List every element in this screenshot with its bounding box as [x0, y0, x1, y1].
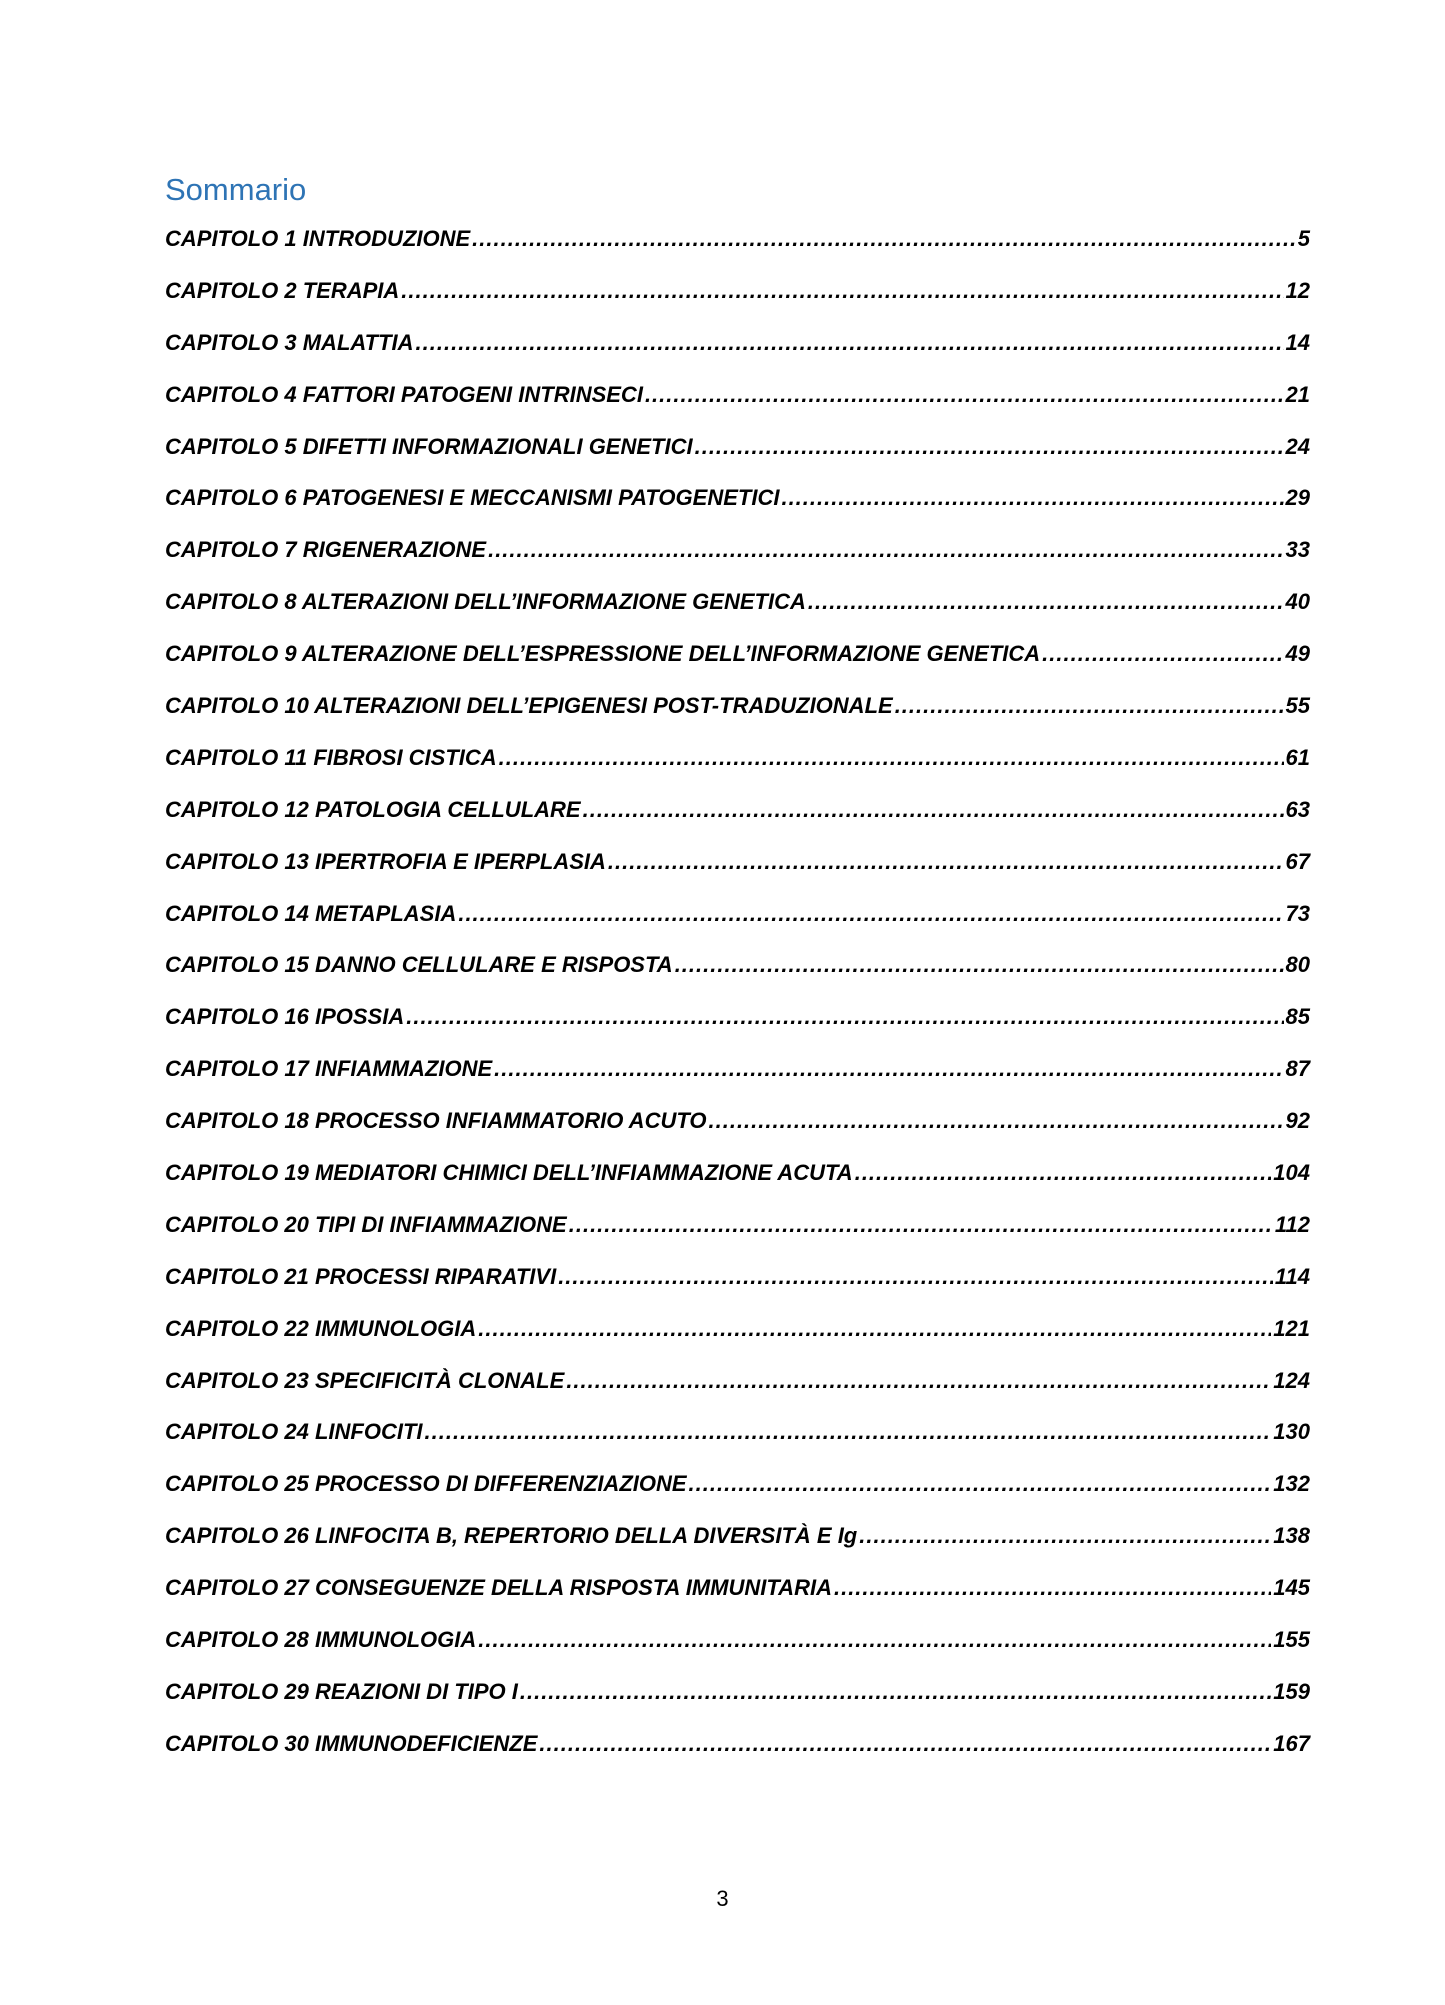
toc-entry-page: 55: [1285, 693, 1310, 719]
toc-entry-page: 87: [1285, 1056, 1310, 1082]
toc-entry-label: CAPITOLO 14 METAPLASIA: [165, 900, 457, 926]
toc-entry[interactable]: [165, 1731, 1310, 1783]
toc-dot-leader: [401, 278, 1283, 304]
toc-entry[interactable]: [165, 693, 1310, 745]
toc-entry-label: CAPITOLO 27 CONSEGUENZE DELLA RISPOSTA IMMUNITARIA: [165, 1575, 832, 1601]
toc-entry[interactable]: [165, 1627, 1310, 1679]
toc-dot-leader: [895, 693, 1284, 719]
toc-entry-page: 138: [1273, 1523, 1310, 1549]
toc-entry-label: CAPITOLO 17 INFIAMMAZIONE: [165, 1056, 493, 1082]
toc-entry-label: CAPITOLO 4 FATTORI PATOGENI INTRINSECI: [165, 381, 643, 407]
toc-entry-page: 167: [1273, 1730, 1310, 1756]
toc-dot-leader: [566, 1368, 1271, 1394]
toc-entry-label: CAPITOLO 3 MALATTIA: [165, 329, 414, 355]
toc-entry-label: CAPITOLO 25 PROCESSO DI DIFFERENZIAZIONE: [165, 1471, 687, 1497]
toc-entry-page: 132: [1273, 1471, 1310, 1497]
toc-dot-leader: [499, 745, 1284, 771]
toc-entry-label: CAPITOLO 24 LINFOCITI: [165, 1419, 423, 1445]
toc-entry-label: CAPITOLO 20 TIPI DI INFIAMMAZIONE: [165, 1211, 567, 1237]
toc-entry[interactable]: [165, 745, 1310, 797]
toc-entry-page: 124: [1273, 1367, 1310, 1393]
toc-dot-leader: [855, 1160, 1272, 1186]
toc-entry-label: CAPITOLO 18 PROCESSO INFIAMMATORIO ACUTO: [165, 1108, 707, 1134]
toc-entry[interactable]: [165, 434, 1310, 486]
toc-entry-page: 85: [1285, 1004, 1310, 1030]
toc-dot-leader: [695, 434, 1284, 460]
toc-entry-label: CAPITOLO 8 ALTERAZIONI DELL’INFORMAZIONE GENETICA: [165, 589, 806, 615]
toc-entry-label: CAPITOLO 10 ALTERAZIONI DELL’EPIGENESI POST-TRADUZIONALE: [165, 693, 893, 719]
toc-entry[interactable]: [165, 1471, 1310, 1523]
toc-entry[interactable]: [165, 330, 1310, 382]
toc-list: [165, 226, 1310, 1783]
toc-entry-label: CAPITOLO 6 PATOGENESI E MECCANISMI PATOGENETICI: [165, 485, 780, 511]
toc-entry-page: 145: [1273, 1575, 1310, 1601]
toc-entry-page: 24: [1285, 433, 1310, 459]
toc-entry-label: CAPITOLO 13 IPERTROFIA E IPERPLASIA: [165, 848, 606, 874]
toc-dot-leader: [1042, 641, 1283, 667]
toc-dot-leader: [834, 1575, 1271, 1601]
toc-entry-label: CAPITOLO 2 TERAPIA: [165, 277, 400, 303]
toc-entry[interactable]: [165, 589, 1310, 641]
toc-dot-leader: [645, 382, 1284, 408]
toc-entry[interactable]: [165, 1160, 1310, 1212]
toc-title: Sommario: [165, 172, 307, 207]
toc-entry-page: 29: [1285, 485, 1310, 511]
toc-entry-page: 114: [1274, 1263, 1310, 1289]
toc-entry-label: CAPITOLO 30 IMMUNODEFICIENZE: [165, 1730, 538, 1756]
toc-dot-leader: [781, 485, 1283, 511]
toc-entry[interactable]: [165, 952, 1310, 1004]
toc-dot-leader: [494, 1056, 1283, 1082]
toc-dot-leader: [472, 226, 1296, 252]
toc-entry-page: 92: [1285, 1108, 1310, 1134]
toc-entry-page: 112: [1274, 1211, 1310, 1237]
toc-entry-label: CAPITOLO 7 RIGENERAZIONE: [165, 537, 487, 563]
toc-entry-page: 121: [1273, 1315, 1310, 1341]
toc-entry-page: 80: [1285, 952, 1310, 978]
toc-entry[interactable]: [165, 537, 1310, 589]
toc-dot-leader: [689, 1471, 1272, 1497]
toc-dot-leader: [583, 797, 1284, 823]
toc-entry-label: CAPITOLO 29 REAZIONI DI TIPO I: [165, 1678, 518, 1704]
toc-entry-label: CAPITOLO 28 IMMUNOLOGIA: [165, 1627, 477, 1653]
toc-entry-label: CAPITOLO 1 INTRODUZIONE: [165, 226, 471, 251]
toc-entry[interactable]: [165, 1004, 1310, 1056]
toc-dot-leader: [709, 1108, 1284, 1134]
toc-entry-page: 5: [1297, 226, 1310, 251]
toc-entry[interactable]: [165, 1056, 1310, 1108]
toc-dot-leader: [675, 952, 1284, 978]
toc-entry[interactable]: [165, 226, 1310, 278]
toc-entry-page: 61: [1285, 744, 1310, 770]
toc-entry-label: CAPITOLO 22 IMMUNOLOGIA: [165, 1315, 477, 1341]
toc-entry-label: CAPITOLO 26 LINFOCITA B, REPERTORIO DELLA DIVERSITÀ E Ig: [165, 1523, 858, 1549]
toc-entry-label: CAPITOLO 5 DIFETTI INFORMAZIONALI GENETICI: [165, 433, 693, 459]
toc-entry-page: 14: [1285, 329, 1310, 355]
toc-entry-label: CAPITOLO 21 PROCESSI RIPARATIVI: [165, 1263, 557, 1289]
toc-entry[interactable]: [165, 1523, 1310, 1575]
toc-entry[interactable]: [165, 797, 1310, 849]
toc-entry[interactable]: [165, 1316, 1310, 1368]
toc-entry-page: 73: [1285, 900, 1310, 926]
toc-entry-label: CAPITOLO 19 MEDIATORI CHIMICI DELL’INFIAMMAZIONE ACUTA: [165, 1160, 853, 1186]
toc-entry[interactable]: [165, 901, 1310, 953]
toc-entry-page: 67: [1285, 848, 1310, 874]
toc-entry-label: CAPITOLO 16 IPOSSIA: [165, 1004, 405, 1030]
toc-entry-label: CAPITOLO 15 DANNO CELLULARE E RISPOSTA: [165, 952, 673, 978]
toc-entry-page: 33: [1285, 537, 1310, 563]
toc-entry[interactable]: [165, 1108, 1310, 1160]
toc-entry[interactable]: [165, 1212, 1310, 1264]
toc-dot-leader: [478, 1316, 1271, 1342]
toc-entry[interactable]: [165, 1419, 1310, 1471]
toc-entry[interactable]: [165, 849, 1310, 901]
toc-dot-leader: [859, 1523, 1271, 1549]
toc-entry-label: CAPITOLO 11 FIBROSI CISTICA: [165, 744, 497, 770]
toc-entry[interactable]: [165, 278, 1310, 330]
toc-dot-leader: [539, 1731, 1271, 1757]
toc-dot-leader: [808, 589, 1284, 615]
toc-dot-leader: [608, 849, 1284, 875]
toc-entry[interactable]: [165, 1264, 1310, 1316]
toc-entry[interactable]: [165, 1679, 1310, 1731]
toc-entry-page: 49: [1285, 641, 1310, 667]
toc-dot-leader: [558, 1264, 1273, 1290]
toc-dot-leader: [425, 1419, 1272, 1445]
toc-entry-page: 155: [1273, 1627, 1310, 1653]
toc-entry-label: CAPITOLO 23 SPECIFICITÀ CLONALE: [165, 1367, 565, 1393]
toc-dot-leader: [520, 1679, 1271, 1705]
toc-entry[interactable]: [165, 641, 1310, 693]
toc-dot-leader: [569, 1212, 1273, 1238]
toc-entry[interactable]: [165, 382, 1310, 434]
toc-entry-page: 21: [1285, 381, 1310, 407]
toc-dot-leader: [416, 330, 1284, 356]
toc-dot-leader: [478, 1627, 1271, 1653]
toc-entry[interactable]: [165, 1368, 1310, 1420]
toc-entry-page: 12: [1285, 277, 1310, 303]
toc-entry-page: 63: [1285, 796, 1310, 822]
toc-entry-page: 40: [1285, 589, 1310, 615]
toc-entry[interactable]: [165, 485, 1310, 537]
page-number: 3: [716, 1886, 729, 1911]
toc-entry-label: CAPITOLO 9 ALTERAZIONE DELL’ESPRESSIONE DELL’INFORMAZIONE GENETICA: [165, 641, 1041, 667]
toc-dot-leader: [406, 1004, 1283, 1030]
toc-dot-leader: [458, 901, 1283, 927]
toc-entry-page: 159: [1273, 1678, 1310, 1704]
toc-entry[interactable]: [165, 1575, 1310, 1627]
toc-entry-page: 104: [1273, 1160, 1310, 1186]
toc-dot-leader: [488, 537, 1283, 563]
toc-entry-label: CAPITOLO 12 PATOLOGIA CELLULARE: [165, 796, 581, 822]
toc-entry-page: 130: [1273, 1419, 1310, 1445]
